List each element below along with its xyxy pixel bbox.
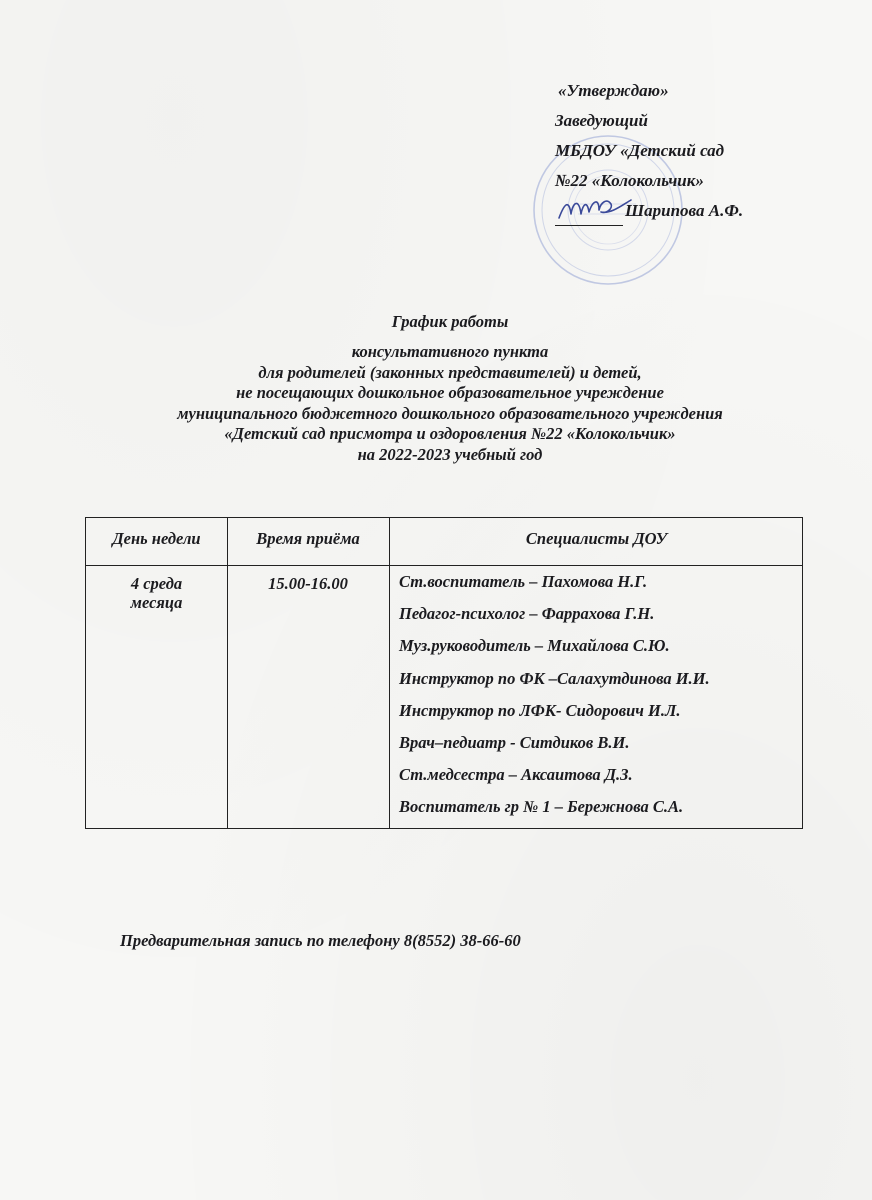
- day-cell-line: 4 среда: [130, 574, 183, 593]
- time-cell: 15.00-16.00: [268, 574, 348, 593]
- subtitle-line: для родителей (законных представителей) и детей,: [258, 362, 642, 382]
- day-cell-line: месяца: [130, 593, 183, 612]
- list-item: Инструктор по ЛФК- Сидорович И.Л.: [399, 700, 681, 720]
- list-item: Врач–педиатр - Ситдиков В.И.: [399, 732, 630, 752]
- list-item: Педагог-психолог – Фаррахова Г.Н.: [399, 604, 655, 624]
- approval-signer: Шарипова А.Ф.: [625, 201, 744, 220]
- approval-position: Заведующий: [555, 111, 648, 130]
- schedule-table: [85, 517, 803, 829]
- specialists-list: [399, 570, 710, 828]
- list-item: Воспитатель гр № 1 – Бережнова С.А.: [399, 797, 684, 817]
- subtitle-line: «Детский сад присмотра и оздоровления №22 «Колокольчик»: [224, 424, 676, 443]
- document-title: График работы: [391, 312, 509, 331]
- list-item: Ст.медсестра – Аксаитова Д.З.: [399, 765, 633, 785]
- list-item: Инструктор по ФК –Салахутдинова И.И.: [399, 668, 710, 688]
- approval-organization-name: №22 «Колокольчик»: [555, 171, 704, 190]
- list-item: Ст.воспитатель – Пахомова Н.Г.: [399, 572, 648, 591]
- subtitle-line: на 2022-2023 учебный год: [357, 444, 543, 464]
- document-subtitle: [60, 342, 840, 465]
- subtitle-line: консультативного пункта: [351, 342, 549, 361]
- signature-icon: [555, 192, 635, 228]
- header-day: День недели: [112, 529, 201, 548]
- approval-heading: «Утверждаю»: [558, 81, 669, 100]
- column-divider: [227, 518, 228, 828]
- phone-note: Предварительная запись по телефону 8(8552) 38-66-60: [120, 931, 521, 950]
- header-specialists: Специалисты ДОУ: [525, 529, 668, 548]
- list-item: Муз.руководитель – Михайлова С.Ю.: [399, 636, 670, 656]
- subtitle-line: муниципального бюджетного дошкольного образовательного учреждения: [177, 403, 723, 423]
- column-divider: [389, 518, 390, 828]
- header-time: Время приёма: [256, 529, 360, 548]
- day-cell: [86, 574, 227, 612]
- subtitle-line: не посещающих дошкольное образовательное учреждение: [236, 383, 664, 402]
- approval-organization: МБДОУ «Детский сад: [555, 141, 725, 160]
